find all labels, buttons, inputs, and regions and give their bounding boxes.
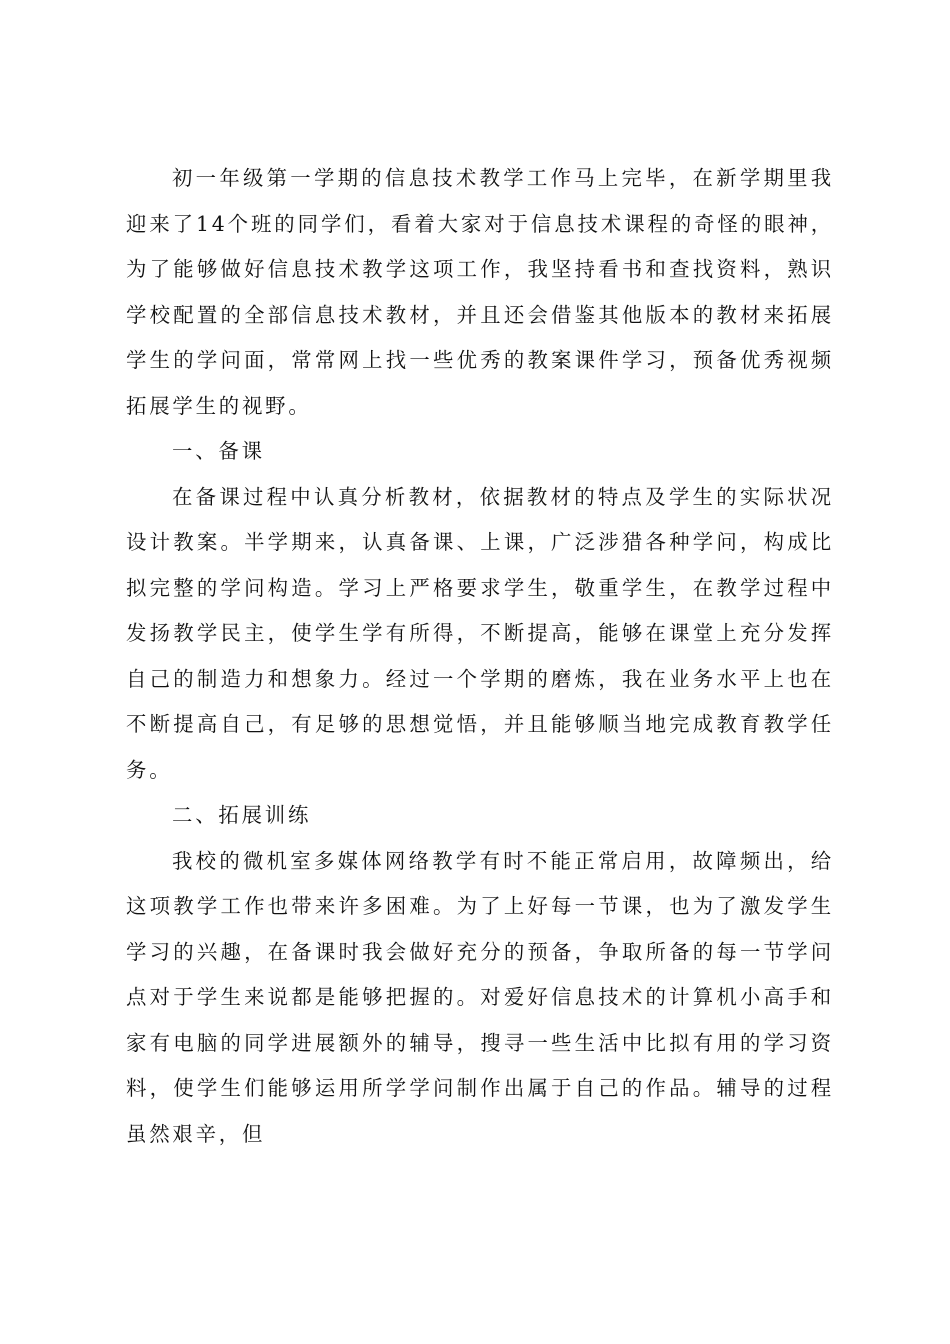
section-heading-extended-training: 二、拓展训练 xyxy=(172,803,312,827)
lesson-prep-paragraph: 在备课过程中认真分析教材，依据教材的特点及学生的实际状况设计教案。半学期来，认真备课、上课，广泛涉猎各种学问，构成比拟完整的学问构造。学习上严格要求学生，敬重学生，在教学过程中发扬教学民主，使学生学有所得，不断提高，能够在课堂上充分发挥自己的制造力和想象力。经过一个学期的磨炼，我在业务水平上也在不断提高自己，有足够的思想觉悟，并且能够顺当地完成教育教学任务。 xyxy=(126,484,834,782)
intro-paragraph: 初一年级第一学期的信息技术教学工作马上完毕，在新学期里我迎来了14个班的同学们，看着大家对于信息技术课程的奇怪的眼神，为了能够做好信息技术教学这项工作，我坚持看书和查找资料，熟识学校配置的全部信息技术教材，并且还会借鉴其他版本的教材来拓展学生的学问面，常常网上找一些优秀的教案课件学习，预备优秀视频拓展学生的视野。 xyxy=(126,166,834,418)
section-heading-lesson-prep: 一、备课 xyxy=(172,439,265,463)
extended-training-paragraph: 我校的微机室多媒体网络教学有时不能正常启用，故障频出，给这项教学工作也带来许多困难。为了上好每一节课，也为了激发学生学习的兴趣，在备课时我会做好充分的预备，争取所备的每一节学问点对于学生来说都是能够把握的。对爱好信息技术的计算机小高手和家有电脑的同学进展额外的辅导，搜寻一些生活中比拟有用的学习资料，使学生们能够运用所学学问制作出属于自己的作品。辅导的过程虽然艰辛，但 xyxy=(126,848,834,1146)
document-body xyxy=(126,156,834,1157)
